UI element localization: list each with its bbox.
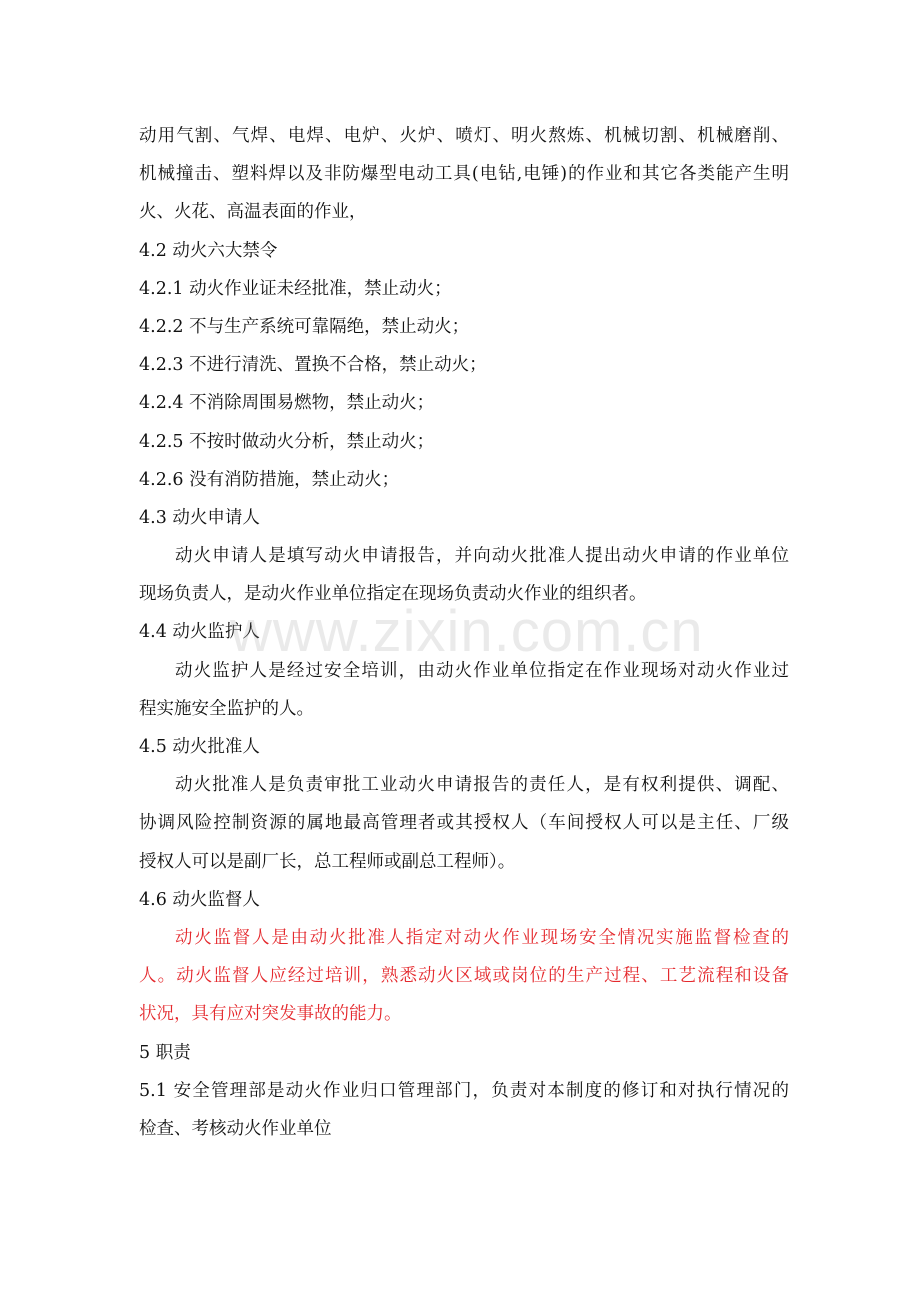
- section-heading-4-2: 4.2 动火六大禁令: [139, 240, 278, 261]
- paragraph-supervisor-highlight-cont: 人。动火监督人应经过培训，熟悉动火区域或岗位的生产过程、工艺流程和设备: [139, 966, 789, 987]
- section-heading-5: 5 职责: [139, 1042, 191, 1063]
- paragraph-guardian: 动火监护人是经过安全培训，由动火作业单位指定在作业现场对动火作业过: [175, 660, 789, 681]
- list-item-4-2-4: 4.2.4 不消除周围易燃物，禁止动火；: [139, 393, 435, 414]
- list-item-5-1-cont: 检查、考核动火作业单位: [139, 1118, 332, 1139]
- list-item-4-2-3: 4.2.3 不进行清洗、置换不合格，禁止动火；: [139, 355, 487, 376]
- section-heading-4-3: 4.3 动火申请人: [139, 507, 260, 528]
- paragraph-applicant: 动火申请人是填写动火申请报告，并向动火批准人提出动火申请的作业单位: [175, 546, 789, 567]
- body-line: 动用气割、气焊、电焊、电炉、火炉、喷灯、明火熬炼、机械切割、机械磨削、: [139, 126, 789, 146]
- paragraph-approver: 动火批准人是负责审批工业动火申请报告的责任人，是有权利提供、调配、: [175, 775, 789, 796]
- section-heading-4-5: 4.5 动火批准人: [139, 737, 260, 757]
- body-line: 机械撞击、塑料焊以及非防爆型电动工具(电钻,电锤)的作业和其它各类能产生明: [139, 164, 789, 185]
- list-item-4-2-5: 4.2.5 不按时做动火分析，禁止动火；: [139, 431, 435, 452]
- list-item-4-2-6: 4.2.6 没有消防措施，禁止动火；: [139, 469, 400, 490]
- list-item-4-2-2: 4.2.2 不与生产系统可靠隔绝，禁止动火；: [139, 316, 470, 337]
- paragraph-approver-end: 授权人可以是副厂长，总工程师或副总工程师）。: [139, 851, 516, 872]
- section-heading-4-6: 4.6 动火监督人: [139, 889, 260, 910]
- paragraph-applicant-cont: 现场负责人，是动火作业单位指定在现场负责动火作业的组织者。: [139, 584, 647, 605]
- body-line: 火、火花、高温表面的作业，: [139, 202, 367, 223]
- watermark-text: www.zixin.com.cn: [230, 599, 704, 664]
- paragraph-supervisor-highlight: 动火监督人是由动火批准人指定对动火作业现场安全情况实施监督检查的: [175, 927, 789, 948]
- list-item-4-2-1: 4.2.1 动火作业证未经批准，禁止动火；: [139, 278, 452, 299]
- paragraph-guardian-cont: 程实施安全监护的人。: [139, 698, 314, 719]
- list-item-5-1: 5.1 安全管理部是动火作业归口管理部门，负责对本制度的修订和对执行情况的: [139, 1080, 789, 1101]
- document-body: [139, 117, 789, 1148]
- paragraph-supervisor-highlight-end: 状况，具有应对突发事故的能力。: [139, 1004, 402, 1025]
- paragraph-approver-cont: 协调风险控制资源的属地最高管理者或其授权人（车间授权人可以是主任、厂级: [139, 813, 789, 834]
- section-heading-4-4: 4.4 动火监护人: [139, 622, 260, 643]
